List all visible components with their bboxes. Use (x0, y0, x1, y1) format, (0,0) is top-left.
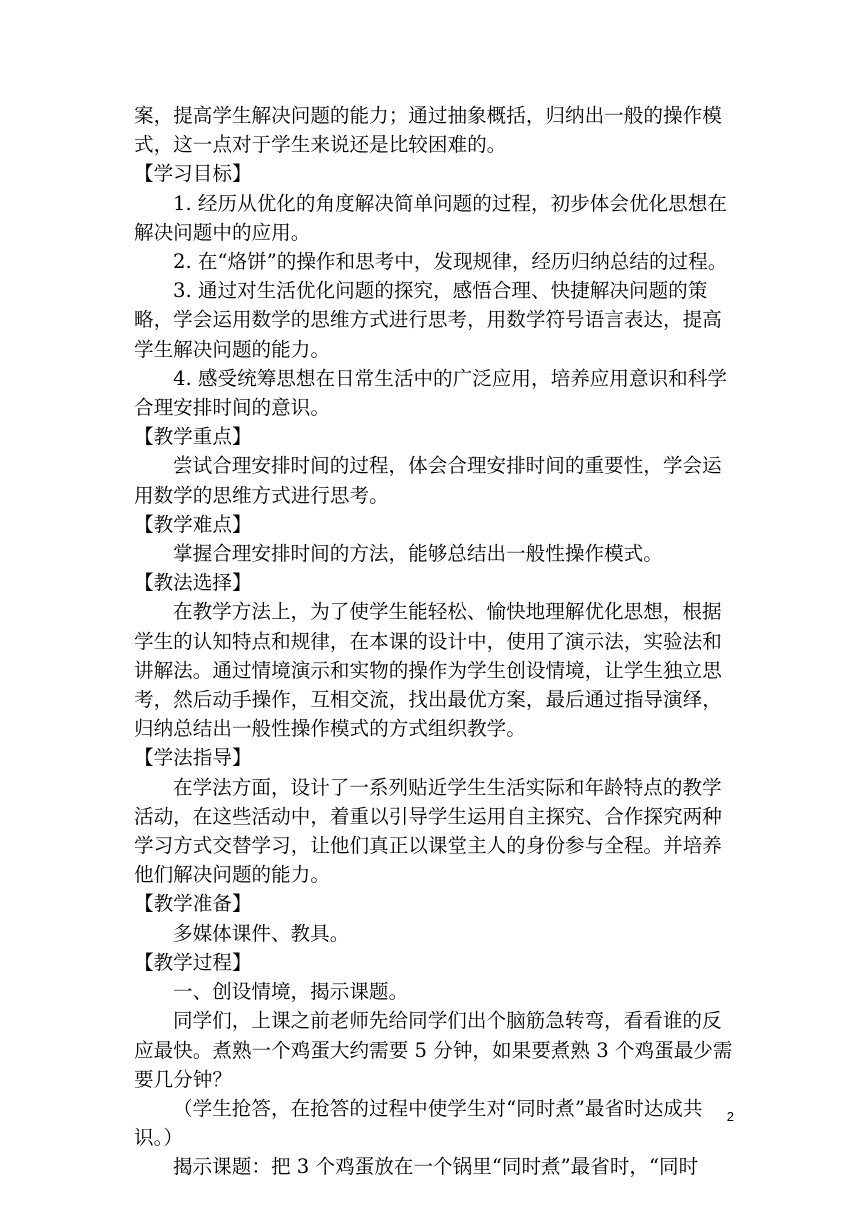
process-step-1-text: 同学们，上课之前老师先给同学们出个脑筋急转弯，看看谁的反应最快。煮熟一个鸡蛋大约需要 5 分钟，如果要煮熟 3 个鸡蛋最少需要几分钟？ (134, 1009, 733, 1091)
heading-teaching-difficulty: 【教学难点】 (134, 512, 252, 536)
heading-learning-objectives: 【学习目标】 (134, 162, 252, 186)
objective-item-1: 1. 经历从优化的角度解决简单问题的过程，初步体会优化思想在解决问题中的应用。 (134, 191, 727, 244)
process-step-1-note: （学生抢答，在抢答的过程中使学生对“同时煮”最省时达成共识。） (134, 1096, 703, 1150)
teaching-preparation-text: 多媒体课件、教具。 (173, 921, 350, 945)
objective-item-2: 2. 在“烙饼”的操作和思考中，发现规律，经历归纳总结的过程。 (173, 250, 728, 274)
teaching-difficulty-text: 掌握合理安排时间的方法，能够总结出一般性操作模式。 (173, 542, 663, 566)
objective-item-3: 3. 通过对生活优化问题的探究，感悟合理、快捷解决问题的策略，学会运用数学的思维方式进行思考，用数学符号语言表达，提高学生解决问题的能力。 (134, 279, 722, 361)
heading-teaching-process: 【教学过程】 (134, 950, 252, 974)
teaching-focus-text: 尝试合理安排时间的过程，体会合理安排时间的重要性，学会运用数学的思维方式进行思考。 (134, 454, 722, 507)
objective-item-4: 4. 感受统筹思想在日常生活中的广泛应用，培养应用意识和科学合理安排时间的意识。 (134, 366, 727, 420)
teaching-method-text: 在教学方法上，为了使学生能轻松、愉快地理解优化思想，根据学生的认知特点和规律，在本课的设计中，使用了演示法，实验法和讲解法。通过情境演示和实物的操作为学生创设情境，让学生独立思考，然后动手操作，互相交流，找出最优方案，最后通过指导演绎，归纳总结出一般性操作模式的方式组织教学。 (134, 600, 722, 741)
heading-teaching-method: 【教法选择】 (134, 571, 252, 595)
heading-learning-guidance: 【学法指导】 (134, 746, 252, 770)
paragraph-continuation: 案，提高学生解决问题的能力；通过抽象概括，归纳出一般的操作模式，这一点对于学生来说还是比较困难的。 (134, 104, 722, 157)
process-step-1-topic: 揭示课题：把 3 个鸡蛋放在一个锅里“同时煮”最省时，“同时 (173, 1155, 699, 1179)
process-step-1-title: 一、创设情境，揭示课题。 (173, 980, 409, 1004)
page-number: 2 (726, 1109, 734, 1124)
learning-guidance-text: 在学法方面，设计了一系列贴近学生生活实际和年龄特点的教学活动，在这些活动中，着重以引导学生运用自主探究、合作探究两种学习方式交替学习，让他们真正以课堂主人的身份参与全程。并培养他们解决问题的能力。 (134, 775, 722, 887)
heading-teaching-focus: 【教学重点】 (134, 425, 252, 449)
heading-teaching-preparation: 【教学准备】 (134, 892, 252, 916)
page-body (134, 101, 736, 1182)
